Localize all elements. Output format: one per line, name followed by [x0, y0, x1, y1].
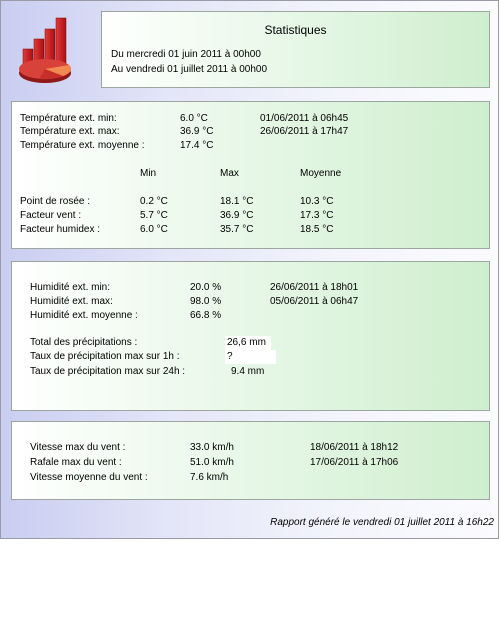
wind-max-date: 18/06/2011 à 18h12: [310, 442, 399, 453]
wind-panel: [11, 421, 490, 500]
precip-1h-label: Taux de précipitation max sur 1h :: [30, 351, 180, 362]
gust-max-date: 17/06/2011 à 17h06: [310, 457, 399, 468]
hum-avg-label: Humidité ext. moyenne :: [30, 310, 138, 321]
temp-avg-label: Température ext. moyenne :: [20, 140, 145, 151]
precip-1h-value: ?: [225, 350, 276, 364]
precip-total-label: Total des précipitations :: [30, 337, 138, 348]
gust-max-value: 51.0 km/h: [190, 457, 234, 468]
windchill-avg: 17.3 °C: [300, 210, 334, 221]
pie-chart-icon: [15, 15, 77, 85]
temp-min-value: 6.0 °C: [180, 113, 208, 124]
wind-avg-value: 7.6 km/h: [190, 472, 229, 483]
report-footer: Rapport généré le vendredi 01 juillet 2011 à 16h22: [270, 517, 494, 528]
hum-max-label: Humidité ext. max:: [30, 296, 113, 307]
precip-24h-value: 9.4 mm: [231, 366, 265, 377]
humidex-avg: 18.5 °C: [300, 224, 334, 235]
wind-max-label: Vitesse max du vent :: [30, 442, 126, 453]
humidex-label: Facteur humidex :: [20, 224, 101, 235]
gust-max-label: Rafale max du vent :: [30, 457, 122, 468]
dewpoint-label: Point de rosée :: [20, 196, 91, 207]
wind-max-value: 33.0 km/h: [190, 442, 234, 453]
col-header-avg: Moyenne: [300, 168, 342, 179]
precip-total-value: 26,6 mm: [225, 336, 271, 350]
windchill-min: 5.7 °C: [140, 210, 168, 221]
temp-min-date: 01/06/2011 à 06h45: [260, 113, 349, 124]
temp-max-label: Température ext. max:: [20, 126, 120, 137]
wind-avg-label: Vitesse moyenne du vent :: [30, 472, 148, 483]
period-from: Du mercredi 01 juin 2011 à 00h00: [111, 49, 261, 60]
hum-min-value: 20.0 %: [190, 282, 222, 293]
hum-max-date: 05/06/2011 à 06h47: [270, 296, 359, 307]
dewpoint-min: 0.2 °C: [140, 196, 168, 207]
humidex-max: 35.7 °C: [220, 224, 254, 235]
hum-avg-value: 66.8 %: [190, 310, 222, 321]
dewpoint-max: 18.1 °C: [220, 196, 254, 207]
windchill-max: 36.9 °C: [220, 210, 254, 221]
humidex-min: 6.0 °C: [140, 224, 168, 235]
temp-min-label: Température ext. min:: [20, 113, 117, 124]
windchill-label: Facteur vent :: [20, 210, 82, 221]
col-header-min: Min: [140, 168, 157, 179]
page-title: Statistiques: [264, 23, 327, 37]
hum-min-date: 26/06/2011 à 18h01: [270, 282, 359, 293]
temp-max-value: 36.9 °C: [180, 126, 214, 137]
hum-max-value: 98.0 %: [190, 296, 222, 307]
precip-24h-label: Taux de précipitation max sur 24h :: [30, 366, 186, 377]
hum-min-label: Humidité ext. min:: [30, 282, 111, 293]
dewpoint-avg: 10.3 °C: [300, 196, 334, 207]
temperature-panel: [11, 101, 490, 249]
temp-max-date: 26/06/2011 à 17h47: [260, 126, 349, 137]
humidity-panel: [11, 261, 490, 411]
header-panel: [101, 11, 490, 88]
col-header-max: Max: [220, 168, 239, 179]
period-to: Au vendredi 01 juillet 2011 à 00h00: [111, 64, 268, 75]
temp-avg-value: 17.4 °C: [180, 140, 214, 151]
